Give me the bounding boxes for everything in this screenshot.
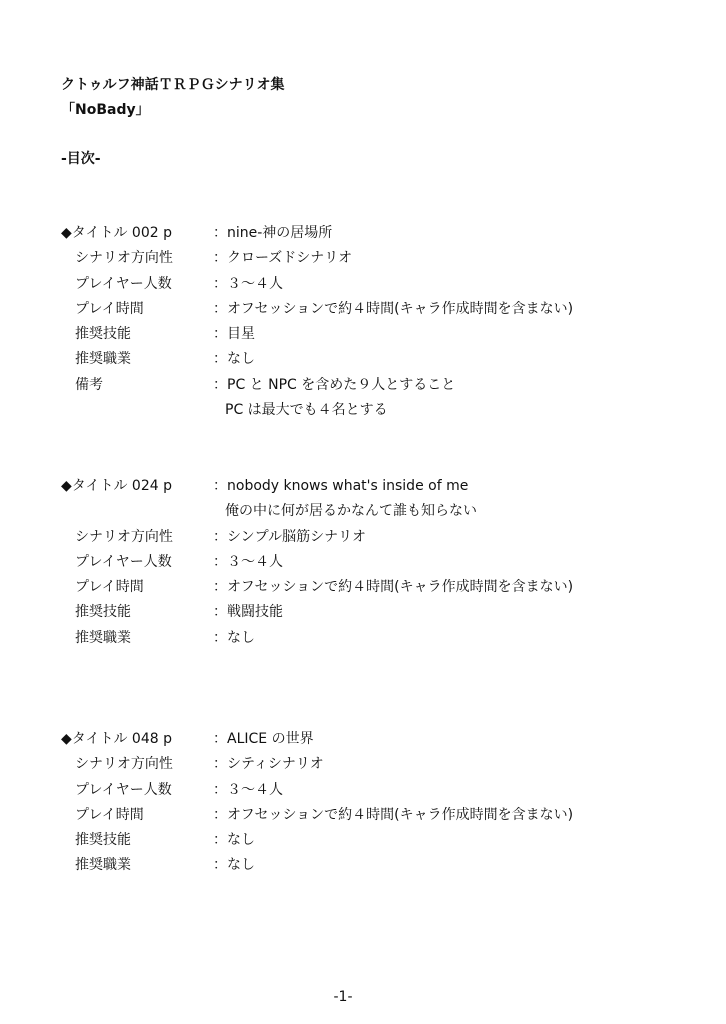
collection-subtitle: 「NoBady」 bbox=[61, 102, 150, 118]
entry-row-label: 推奨技能 bbox=[75, 604, 131, 621]
entry-note-continuation: PC は最大でも４名とする bbox=[225, 402, 388, 419]
entry-row-value: ：３～４人 bbox=[213, 553, 283, 570]
entry-title-value: ：ALICE の世界 bbox=[213, 731, 314, 747]
entry-row-label: シナリオ方向性 bbox=[75, 250, 173, 267]
entry-title-row bbox=[61, 221, 573, 246]
entry-title-value: ：nine-神の居場所 bbox=[213, 225, 333, 241]
entry-row-label: 推奨職業 bbox=[75, 857, 131, 874]
entry-title-row bbox=[61, 727, 573, 752]
entry-row-label: プレイヤー人数 bbox=[75, 553, 172, 570]
toc-entry-2 bbox=[61, 474, 573, 651]
entry-row-label: プレイヤー人数 bbox=[75, 275, 172, 292]
entry-row-value: ：シティシナリオ bbox=[213, 756, 324, 773]
entry-row-label: 推奨技能 bbox=[75, 832, 131, 849]
entry-row bbox=[61, 778, 573, 803]
entry-row bbox=[61, 626, 573, 651]
entry-row-label: 備考 bbox=[75, 376, 103, 393]
entry-row-label: プレイヤー人数 bbox=[75, 781, 172, 798]
document-header bbox=[61, 73, 285, 123]
entry-row bbox=[61, 347, 573, 372]
entry-row bbox=[61, 550, 573, 575]
entry-row-label: プレイ時間 bbox=[75, 300, 144, 317]
entry-row bbox=[61, 272, 573, 297]
entry-row-label: プレイ時間 bbox=[75, 579, 144, 596]
entry-title-continuation: 俺の中に何が居るかなんて誰も知らない bbox=[225, 503, 477, 520]
entry-row bbox=[61, 525, 573, 550]
entry-row-label: 推奨技能 bbox=[75, 326, 131, 343]
entry-row-label: シナリオ方向性 bbox=[75, 528, 173, 545]
entry-row bbox=[61, 803, 573, 828]
entry-row-label: プレイ時間 bbox=[75, 806, 144, 823]
entry-row bbox=[61, 322, 573, 347]
entry-title-label: ◆タイトル 024 p bbox=[61, 478, 172, 494]
entry-row bbox=[61, 828, 573, 853]
entry-row-value: ：なし bbox=[213, 351, 255, 368]
entry-row-value: ：オフセッションで約４時間(キャラ作成時間を含まない) bbox=[213, 579, 574, 596]
entry-row-value: ：なし bbox=[213, 629, 255, 646]
entry-row-value: ：戦闘技能 bbox=[213, 604, 283, 621]
entry-row bbox=[61, 575, 573, 600]
toc-entry-3 bbox=[61, 727, 573, 879]
entry-title-label: ◆タイトル 048 p bbox=[61, 731, 172, 747]
page-number: -1- bbox=[333, 989, 353, 1005]
entry-row-label: シナリオ方向性 bbox=[75, 756, 173, 773]
entry-title-label: ◆タイトル 002 p bbox=[61, 225, 172, 241]
entry-title-row bbox=[61, 474, 573, 499]
entry-row-value: ：３～４人 bbox=[213, 781, 283, 798]
toc-entry-1 bbox=[61, 221, 573, 423]
toc-heading: -目次- bbox=[61, 151, 101, 167]
entry-row-value: ：クローズドシナリオ bbox=[213, 250, 353, 267]
entry-row-label: 推奨職業 bbox=[75, 629, 131, 646]
entry-row bbox=[61, 246, 573, 271]
entry-row-value: ：３～４人 bbox=[213, 275, 283, 292]
entry-title-value: ：nobody knows what's inside of me bbox=[213, 478, 469, 494]
entry-row-value: ：目星 bbox=[213, 326, 255, 343]
entry-row bbox=[61, 853, 573, 878]
entry-row-value: ：オフセッションで約４時間(キャラ作成時間を含まない) bbox=[213, 806, 574, 823]
entry-row bbox=[61, 600, 573, 625]
entry-row-value: ：シンプル脳筋シナリオ bbox=[213, 528, 366, 545]
entry-row-value: ：なし bbox=[213, 857, 255, 874]
entry-row-value: ：PC と NPC を含めた９人とすること bbox=[213, 376, 456, 393]
entry-row bbox=[61, 297, 573, 322]
entry-row bbox=[61, 752, 573, 777]
entry-row-value: ：オフセッションで約４時間(キャラ作成時間を含まない) bbox=[213, 300, 574, 317]
entry-row-label: 推奨職業 bbox=[75, 351, 131, 368]
entry-row-value: ：なし bbox=[213, 832, 255, 849]
entry-row bbox=[61, 373, 573, 398]
collection-title: クトゥルフ神話ＴＲＰＧシナリオ集 bbox=[61, 77, 285, 93]
